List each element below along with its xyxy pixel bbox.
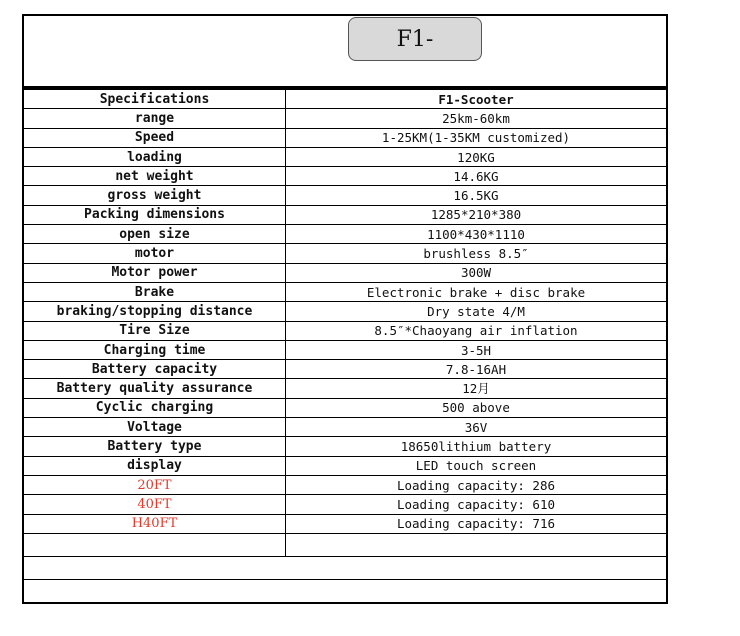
- table-row: [23, 340, 667, 359]
- spec-key: 20FT: [23, 475, 286, 494]
- spec-value: 16.5KG: [286, 186, 668, 205]
- spec-key: Battery type: [23, 437, 286, 456]
- spec-key: open size: [23, 225, 286, 244]
- spec-key: display: [23, 456, 286, 475]
- spec-value: 18650lithium battery: [286, 437, 668, 456]
- spec-value: 12月: [286, 379, 668, 398]
- spec-table: [22, 88, 668, 604]
- spec-value: 8.5″*Chaoyang air inflation: [286, 321, 668, 340]
- table-row: [23, 321, 667, 340]
- spec-key: 40FT: [23, 495, 286, 514]
- spec-key: Battery capacity: [23, 360, 286, 379]
- table-row: [23, 186, 667, 205]
- table-row: [23, 379, 667, 398]
- table-row: [23, 244, 667, 263]
- spec-value: Loading capacity: 610: [286, 495, 668, 514]
- spec-key: braking/stopping distance: [23, 302, 286, 321]
- blank-cell: [23, 556, 667, 579]
- spec-key: H40FT: [23, 514, 286, 533]
- blank-row: [23, 533, 667, 556]
- spec-sheet: [22, 14, 668, 604]
- table-row: [23, 167, 667, 186]
- model-title: F1-: [348, 17, 482, 61]
- table-row: [23, 225, 667, 244]
- table-row: [23, 360, 667, 379]
- spec-key: Brake: [23, 282, 286, 301]
- table-row: [23, 147, 667, 166]
- spec-key: Speed: [23, 128, 286, 147]
- sheet-header: [22, 14, 668, 88]
- spec-value: 7.8-16AH: [286, 360, 668, 379]
- table-row: [23, 418, 667, 437]
- spec-value: 25km-60km: [286, 109, 668, 128]
- spec-value: 1-25KM(1-35KM customized): [286, 128, 668, 147]
- spec-key: Tire Size: [23, 321, 286, 340]
- header-value: F1-Scooter: [286, 89, 668, 109]
- spec-key: motor: [23, 244, 286, 263]
- spec-key: Voltage: [23, 418, 286, 437]
- spec-value: 300W: [286, 263, 668, 282]
- table-row: [23, 282, 667, 301]
- spec-key: range: [23, 109, 286, 128]
- table-row: [23, 205, 667, 224]
- spec-value: Electronic brake + disc brake: [286, 282, 668, 301]
- table-row: [23, 495, 667, 514]
- spec-key: Charging time: [23, 340, 286, 359]
- spec-value: Loading capacity: 716: [286, 514, 668, 533]
- table-row: [23, 398, 667, 417]
- header-key: Specifications: [23, 89, 286, 109]
- spec-key: net weight: [23, 167, 286, 186]
- spec-key: gross weight: [23, 186, 286, 205]
- spec-key: Packing dimensions: [23, 205, 286, 224]
- table-row: [23, 109, 667, 128]
- spec-value: 1285*210*380: [286, 205, 668, 224]
- spec-value: 36V: [286, 418, 668, 437]
- spec-value: Dry state 4/M: [286, 302, 668, 321]
- spec-value: LED touch screen: [286, 456, 668, 475]
- spec-value: brushless 8.5″: [286, 244, 668, 263]
- table-row: [23, 456, 667, 475]
- blank-row: [23, 579, 667, 603]
- spec-key: Battery quality assurance: [23, 379, 286, 398]
- table-row: [23, 128, 667, 147]
- table-row: [23, 437, 667, 456]
- spec-value: 3-5H: [286, 340, 668, 359]
- table-row: [23, 475, 667, 494]
- blank-cell: [23, 579, 667, 603]
- spec-value: 1100*430*1110: [286, 225, 668, 244]
- spec-key: loading: [23, 147, 286, 166]
- table-row: [23, 263, 667, 282]
- blank-cell: [286, 533, 668, 556]
- blank-row: [23, 556, 667, 579]
- spec-key: Motor power: [23, 263, 286, 282]
- spec-value: 500 above: [286, 398, 668, 417]
- spec-value: 14.6KG: [286, 167, 668, 186]
- table-row: [23, 302, 667, 321]
- table-row: [23, 514, 667, 533]
- table-header-row: [23, 89, 667, 109]
- spec-value: 120KG: [286, 147, 668, 166]
- spec-value: Loading capacity: 286: [286, 475, 668, 494]
- blank-cell: [23, 533, 286, 556]
- spec-key: Cyclic charging: [23, 398, 286, 417]
